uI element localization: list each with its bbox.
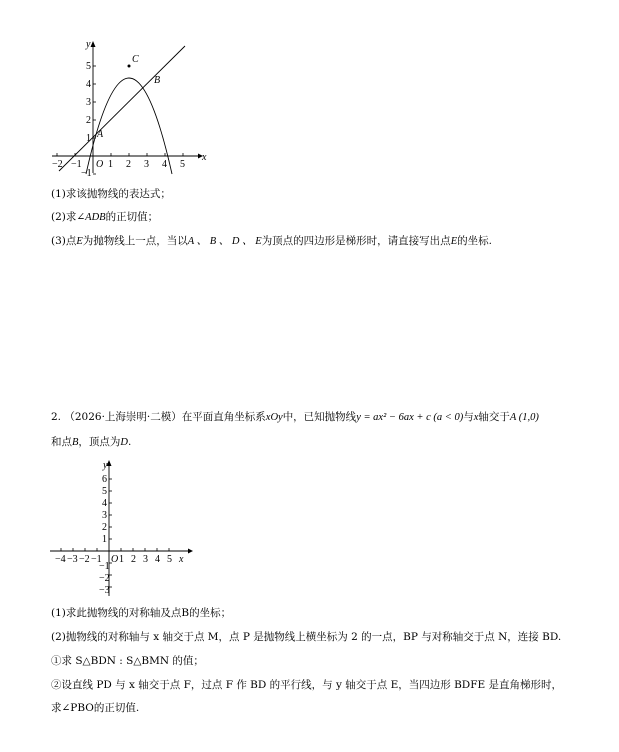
angle-name: ADB: [85, 212, 106, 223]
x-axis-arrow: [188, 549, 193, 554]
y-axis-label: y: [86, 39, 91, 50]
problem-2-line-1: [51, 410, 539, 425]
y-tick-label: 4: [86, 79, 91, 90]
x-axis-label: x: [202, 152, 207, 163]
intro-text: 轴交于: [478, 411, 510, 423]
y-axis-arrow: [91, 41, 96, 47]
line-ab: [59, 46, 185, 171]
x-tick-label: 5: [180, 159, 185, 170]
origin-label: O: [96, 159, 104, 170]
problem-1-part-2: [51, 210, 158, 225]
part-3-prefix: (3)点: [51, 235, 77, 247]
x-axis-ref: x: [473, 412, 479, 423]
graph-1: [50, 38, 210, 178]
y-tick-label: 1: [86, 133, 91, 144]
y-tick-label: 3: [102, 510, 107, 521]
point-e: E: [76, 236, 83, 247]
x-tick-label: −2: [79, 554, 90, 565]
x-tick-label: 3: [143, 554, 148, 565]
y-tick-label: 5: [86, 61, 91, 72]
x-tick-label: 3: [144, 159, 149, 170]
y-tick-label: −1: [99, 561, 110, 572]
y-tick-label: −1: [81, 168, 92, 179]
part-3-suffix: 的坐标.: [457, 235, 492, 247]
intro-text: .: [128, 436, 132, 448]
y-tick-label: 6: [102, 474, 107, 485]
x-tick-label: −1: [91, 554, 102, 565]
problem-2-sub-2: ②设直线 PD 与 x 轴交于点 F，过点 F 作 BD 的平行线，与 y 轴交于点 E，当四边形 BDFE 是直角梯形时，: [51, 679, 563, 691]
x-tick-label: −2: [52, 159, 63, 170]
x-tick-label: −3: [67, 554, 78, 565]
y-tick-label: 3: [86, 97, 91, 108]
point-d: D: [120, 437, 129, 448]
x-tick-label: 2: [126, 159, 131, 170]
problem-2-sub-1: ①求 S△BDN : S△BMN 的值；: [51, 655, 204, 667]
y-tick-label: 5: [102, 486, 107, 497]
problem-1-part-3: [51, 234, 492, 249]
part-2-prefix: (2)求∠: [51, 211, 86, 223]
point-label-c: C: [132, 54, 139, 65]
y-axis-label: y: [103, 460, 108, 471]
point-label-a: A: [97, 129, 104, 140]
problem-2-line-2: [51, 435, 131, 450]
vertex-point-c: [128, 65, 131, 68]
graph-2: [48, 458, 208, 598]
y-tick-label: 1: [102, 534, 107, 545]
y-tick-label: 2: [102, 522, 107, 533]
problem-number: 2.: [51, 411, 62, 423]
x-tick-label: −1: [71, 159, 82, 170]
x-tick-label: 1: [119, 554, 124, 565]
x-tick-label: 4: [155, 554, 160, 565]
coordinate-system: xOy: [265, 412, 283, 423]
y-tick-label: 2: [86, 115, 91, 126]
x-tick-label: 2: [131, 554, 136, 565]
part-3-text: 为抛物线上一点，当以: [82, 235, 188, 247]
intro-text: 与: [463, 411, 474, 423]
x-tick-label: 5: [167, 554, 172, 565]
x-tick-label: −4: [55, 554, 66, 565]
intro-text: 和点: [51, 436, 72, 448]
point-label-b: B: [154, 75, 161, 86]
problem-2-part-2: (2)抛物线的对称轴与 x 轴交于点 M，点 P 是抛物线上横坐标为 2 的一点，BP 与对称轴交于点 N，连接 BD.: [51, 631, 562, 643]
y-tick-label: −3: [99, 585, 110, 596]
intro-text: ，顶点为: [78, 436, 121, 448]
x-tick-label: 4: [162, 159, 167, 170]
intro-text: 在平面直角坐标系: [181, 411, 266, 423]
point-b: B: [72, 437, 79, 448]
x-axis-label: x: [179, 554, 184, 565]
problem-source: （2026·上海崇明·二模）: [64, 411, 182, 423]
y-tick-label: −2: [99, 573, 110, 584]
part-3-text: 为顶点的四边形是梯形时，请直接写出点: [261, 235, 451, 247]
vertex-list: A 、 B 、 D 、 E: [187, 236, 262, 247]
origin-label: O: [111, 554, 119, 565]
x-tick-label: 1: [108, 159, 113, 170]
problem-2-sub-2-cont: 求∠PBO的正切值.: [51, 702, 140, 714]
problem-1-part-1: (1)求该抛物线的表达式；: [51, 188, 171, 200]
intro-text: 中，已知抛物线: [282, 411, 357, 423]
part-2-suffix: 的正切值；: [105, 211, 159, 223]
point-a: A (1,0): [509, 412, 539, 423]
problem-2-part-1: (1)求此抛物线的对称轴及点B的坐标；: [51, 607, 232, 619]
y-tick-label: 4: [102, 498, 107, 509]
point-e: E: [450, 236, 458, 247]
parabola-equation: y = ax² − 6ax + c (a < 0): [356, 412, 464, 423]
